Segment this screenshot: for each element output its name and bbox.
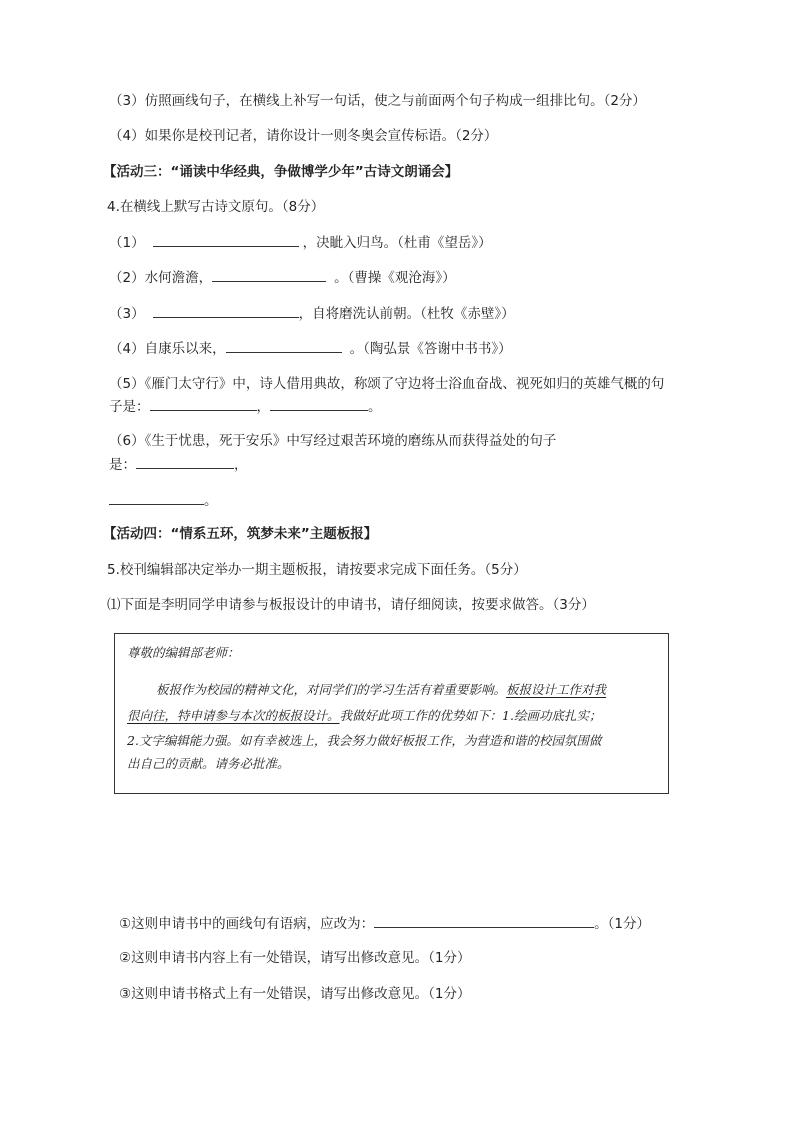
underlined-sentence-part-1: 板报设计工作对我 xyxy=(506,682,607,697)
answer-blank-5a[interactable] xyxy=(150,396,257,411)
poem-4-suffix: 。（陶弘景《答谢中书书》） xyxy=(349,341,512,357)
question-3-sub: （3）仿照画线句子，在横线上补写一句话，使之与前面两个句子构成一组排比句。（2分） xyxy=(109,93,646,109)
task-1 xyxy=(119,913,650,934)
poem-2-prefix: （2）水何澹澹， xyxy=(109,270,213,286)
answer-blank-6a[interactable] xyxy=(136,454,234,469)
question-5-sub-1: ⑴下面是李明同学申请参与板报设计的申请书，请仔细阅读，按要求做答。（3分） xyxy=(107,597,595,613)
poem-line-5 xyxy=(109,396,382,417)
task-2: ②这则申请书内容上有一处错误，请写出修改意见。（1分） xyxy=(119,950,471,966)
activity-4-heading: 【活动四：“情系五环，筑梦未来”主题板报】 xyxy=(103,526,378,542)
poem-3-suffix: ，自将磨洗认前朝。（杜牧《赤壁》） xyxy=(298,306,515,322)
poem-line-2 xyxy=(109,267,456,288)
answer-blank-task-1[interactable] xyxy=(374,913,594,928)
answer-blank-1[interactable] xyxy=(153,232,299,247)
task-1-suffix: 。（1分） xyxy=(594,916,650,932)
poem-5-prefix: 子是： xyxy=(109,399,150,415)
letter-greeting: 尊敬的编辑部老师： xyxy=(127,645,240,660)
answer-blank-6b[interactable] xyxy=(109,490,204,505)
letter-line-1 xyxy=(156,680,606,700)
answer-blank-5b[interactable] xyxy=(270,396,368,411)
letter-line-4: 出自己的贡献。请务必批准。 xyxy=(127,756,290,771)
task-1-prefix: ①这则申请书中的画线句有语病，应改为： xyxy=(119,916,375,932)
letter-line-3: 2.文字编辑能力强。如有幸被选上，我会努力做好板报工作，为营造和谐的校园氛围做 xyxy=(127,733,602,748)
poem-line-6b xyxy=(109,490,218,511)
poem-4-prefix: （4）自康乐以来， xyxy=(109,341,226,357)
question-4-title: 4.在横线上默写古诗文原句。（8分） xyxy=(107,199,325,215)
poem-line-3 xyxy=(109,303,515,324)
letter-line-2 xyxy=(127,706,601,726)
letter-line-2-text: 我做好此项工作的优势如下：1.绘画功底扎实； xyxy=(339,708,602,723)
poem-line-4 xyxy=(109,338,512,359)
poem-1-suffix: ，决眦入归鸟。（杜甫《望岳》） xyxy=(302,235,492,251)
answer-blank-3[interactable] xyxy=(153,303,299,318)
poem-6-comma: ， xyxy=(234,457,248,473)
poem-line-1 xyxy=(109,232,492,253)
application-letter-box xyxy=(114,633,669,794)
poem-line-6 xyxy=(109,454,248,475)
poem-1-prefix: （1） xyxy=(109,235,145,251)
question-5-title: 5.校刊编辑部决定举办一期主题板报，请按要求完成下面任务。（5分） xyxy=(107,562,527,578)
poem-5-line-1: （5）《雁门太守行》中，诗人借用典故，称颂了守边将士浴血奋战、视死如归的英雄气概的句 xyxy=(109,376,665,392)
poem-6-suffix: 。 xyxy=(204,493,218,509)
activity-3-heading: 【活动三：“诵读中华经典，争做博学少年”古诗文朗诵会】 xyxy=(103,164,459,180)
poem-3-prefix: （3） xyxy=(109,306,145,322)
letter-line-1-text: 板报作为校园的精神文化，对同学们的学习生活有着重要影响。 xyxy=(156,682,507,697)
poem-6-prefix: 是： xyxy=(109,457,136,473)
task-3: ③这则申请书格式上有一处错误，请写出修改意见。（1分） xyxy=(119,986,471,1002)
poem-6-line-1: （6）《生于忧患，死于安乐》中写经过艰苦环境的磨练从而获得益处的句子 xyxy=(109,433,557,449)
question-4-sub: （4）如果你是校刊记者，请你设计一则冬奥会宣传标语。（2分） xyxy=(109,128,498,144)
poem-5-mid: ， xyxy=(256,399,270,415)
answer-blank-2[interactable] xyxy=(212,267,326,282)
poem-5-suffix: 。 xyxy=(368,399,382,415)
underlined-sentence-part-2: 很向往，特申请参与本次的板报设计。 xyxy=(127,708,340,723)
answer-blank-4[interactable] xyxy=(226,338,342,353)
poem-2-suffix: 。（曹操《观沧海》） xyxy=(334,270,456,286)
